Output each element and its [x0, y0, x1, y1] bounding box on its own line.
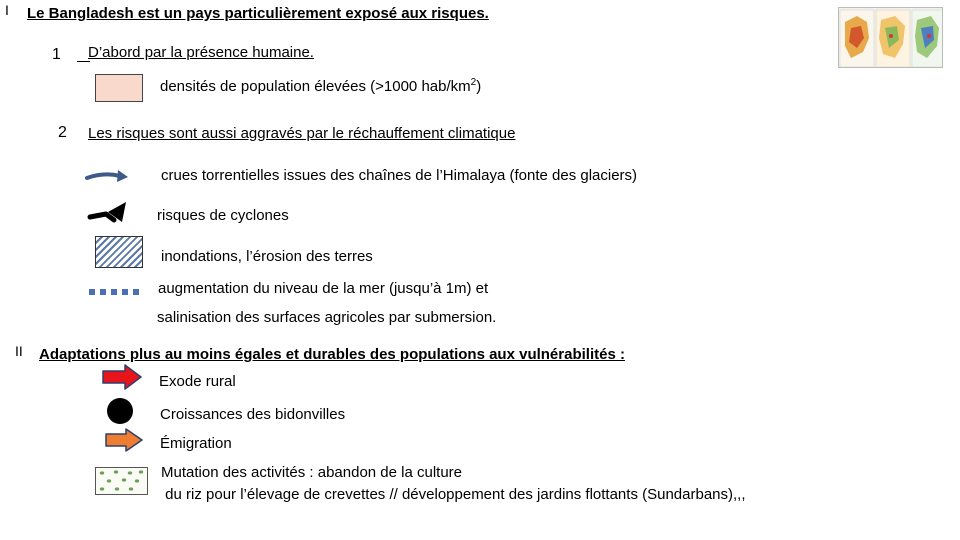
- legend-density-end: ): [476, 78, 482, 95]
- sea-level-dots-icon: [89, 287, 149, 297]
- cyclone-arrow-icon: [86, 200, 132, 228]
- legend-floods: crues torrentielles issues des chaînes de l’Himalaya (fonte des glaciers): [161, 167, 638, 184]
- section-ii-title: Adaptations plus au moins égales et durables des populations aux vulnérabilités :: [39, 346, 625, 363]
- map-thumbnail: [838, 7, 943, 68]
- legend-cyclones: risques de cyclones: [157, 207, 289, 224]
- legend-inundations: inondations, l’érosion des terres: [161, 248, 373, 265]
- inundation-swatch: [95, 236, 143, 268]
- legend-exode: Exode rural: [159, 373, 236, 390]
- section-i-numeral: I: [5, 2, 9, 18]
- legend-emigration: Émigration: [160, 435, 232, 452]
- flood-arrow-icon: [84, 166, 130, 186]
- legend-density-sup: 2: [470, 77, 477, 88]
- legend-sea-level: augmentation du niveau de la mer (jusqu’à 1m) et: [158, 280, 489, 297]
- legend-density: [160, 78, 481, 96]
- item-2-number: 2: [58, 124, 67, 141]
- density-swatch: [95, 74, 143, 102]
- legend-mutation-line-1: Mutation des activités : abandon de la culture: [161, 464, 463, 481]
- mutation-swatch: [95, 467, 148, 495]
- exode-arrow-icon: [101, 364, 143, 390]
- bidonville-dot-icon: [106, 397, 134, 425]
- legend-bidonvilles: Croissances des bidonvilles: [160, 406, 346, 423]
- item-2-label: Les risques sont aussi aggravés par le réchauffement climatique: [88, 125, 516, 142]
- legend-salinisation: salinisation des surfaces agricoles par submersion.: [157, 309, 497, 326]
- legend-density-text: densités de population élevées (>1000 hab/km: [160, 78, 471, 95]
- mutation-dots-icon: [96, 468, 146, 493]
- map-thumbnail-graphic: [839, 8, 943, 68]
- section-i-title: Le Bangladesh est un pays particulièrement exposé aux risques.: [27, 5, 489, 22]
- legend-mutation-line-2: du riz pour l’élevage de crevettes // développement des jardins flottants (Sundarbans),,,: [161, 486, 746, 503]
- item-1-label: D’abord par la présence humaine.: [88, 44, 314, 61]
- emigration-arrow-icon: [104, 428, 144, 452]
- section-ii-numeral: II: [15, 343, 23, 359]
- item-1-number: 1: [52, 46, 61, 63]
